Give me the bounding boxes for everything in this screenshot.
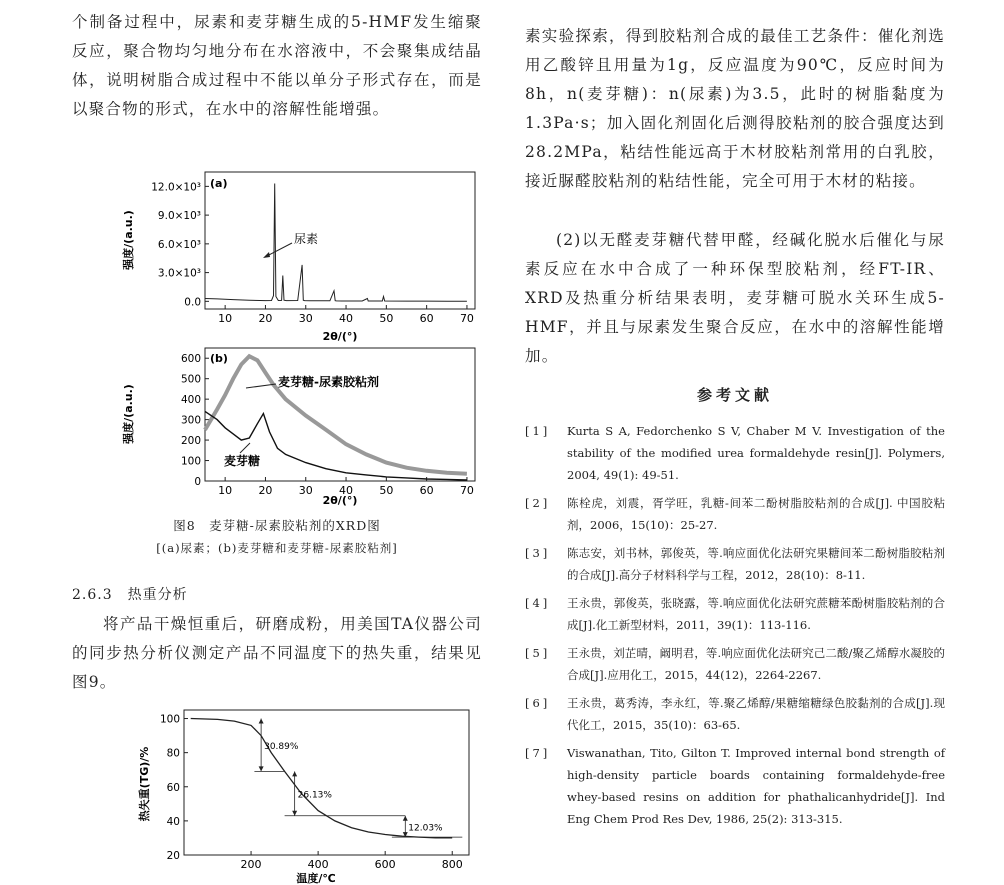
x-tick-label: 10 [218, 312, 233, 325]
y-tick-label: 0 [194, 476, 201, 488]
reference-number: [3] [525, 546, 551, 560]
left-paragraph-1: 个制备过程中，尿素和麦芽糖生成的5-HMF发生缩聚反应，聚合物均匀地分布在水溶液中，不会聚集成结晶体，说明树脂合成过程中不能以单分子形式存在，而是以聚合物的形式，在水中的溶解性能增强。 [72, 13, 482, 118]
reference-item [525, 420, 945, 486]
y-tick-label: 400 [180, 394, 201, 407]
y-tick-label: 600 [180, 353, 201, 366]
reference-number: [7] [525, 746, 551, 760]
reference-number: [2] [525, 496, 551, 510]
y-tick-label: 80 [166, 747, 180, 760]
tg-arrow-down [259, 766, 264, 771]
fig9-ylabel: 热失重(TG)/% [138, 746, 151, 822]
reference-item [525, 642, 945, 686]
reference-text: 王永贵，郭俊英，张晓露，等.响应面优化法研究蔗糖苯酚树脂胶粘剂的合成[J].化工新型材料，2011，39(1)：113-116. [567, 596, 945, 632]
fig8a-arrowhead [263, 252, 270, 258]
reference-text: 陈志安，刘书林，郭俊英，等.响应面优化法研究果糖间苯二酚树脂胶粘剂的合成[J].高分子材料科学与工程，2012，28(10)：8-11. [567, 546, 945, 582]
fig8b-legend-adhesive: 麦芽糖-尿素胶粘剂 [278, 375, 379, 389]
fig8b-panel-label: (b) [210, 352, 228, 365]
x-tick-label: 60 [419, 484, 434, 497]
x-tick-label: 40 [339, 484, 354, 497]
tg-annotation: 30.89% [264, 741, 299, 752]
fig8b-arrow-adhesive [246, 384, 276, 388]
y-tick-label: 6.0×10³ [157, 238, 201, 251]
references-heading: 参考文献 [696, 386, 773, 404]
fig8-caption: 图8 麦芽糖-尿素胶粘剂的XRD图 [173, 518, 381, 533]
x-tick-label: 50 [379, 312, 394, 325]
fig9-chart [136, 706, 476, 885]
reference-number: [4] [525, 596, 551, 610]
y-tick-label: 500 [180, 373, 201, 386]
fig8b-xlabel: 2θ/(°) [322, 494, 358, 507]
x-tick-label: 60 [419, 312, 434, 325]
fig8a-frame [205, 172, 475, 309]
fig8b-legend-maltose: 麦芽糖 [224, 454, 261, 468]
y-tick-label: 300 [180, 414, 201, 427]
reference-text: Kurta S A, Fedorchenko S V, Chaber M V. Investigation of the stability of the modified urea formaldehyde resin[J]. Polymers, 2004, 49(1): 49-51. [567, 424, 945, 482]
x-tick-label: 30 [298, 484, 313, 497]
x-tick-label: 600 [374, 858, 396, 871]
y-tick-label: 40 [166, 815, 180, 828]
fig8a-xlabel: 2θ/(°) [322, 330, 358, 343]
y-tick-label: 9.0×10³ [157, 210, 201, 223]
reference-number: [1] [525, 424, 551, 438]
series-line-1 [191, 719, 453, 838]
x-tick-label: 200 [240, 858, 262, 871]
y-tick-label: 60 [166, 781, 180, 794]
x-tick-label: 30 [298, 312, 313, 325]
fig8-subcaption: [(a)尿素；(b)麦芽糖和麦芽糖-尿素胶粘剂] [156, 541, 398, 555]
y-tick-label: 20 [166, 850, 180, 862]
reference-item [525, 692, 945, 736]
y-tick-label: 0.0 [184, 296, 201, 309]
fig8b-ylabel: 强度/(a.u.) [122, 384, 135, 444]
x-tick-label: 800 [441, 858, 463, 871]
x-tick-label: 70 [459, 484, 474, 497]
right-paragraph-1: 素实验探索，得到胶粘剂合成的最佳工艺条件：催化剂选用乙酸锌且用量为1g，反应温度为90℃，反应时间为8h，n(麦芽糖)：n(尿素)为3.5，此时的树脂黏度为1.3Pa·s；加入固化剂固化后测得胶粘剂的胶合强度达到28.2MPa，粘结性能远高于木材胶粘剂常用的白乳胶，接近脲醛胶粘剂的粘结性能，完全可用于木材的粘接。 [525, 27, 945, 190]
tg-arrow-up [403, 816, 408, 821]
y-tick-label: 3.0×10³ [157, 267, 201, 280]
x-tick-label: 10 [218, 484, 233, 497]
fig8b-chart [120, 344, 480, 510]
fig9-xlabel: 温度/℃ [296, 872, 336, 885]
fig8a-chart [120, 168, 480, 344]
fig8a-annotation: 尿素 [294, 232, 319, 246]
right-paragraph-2: (2)以无醛麦芽糖代替甲醛，经碱化脱水后催化与尿素反应在水中合成了一种环保型胶粘剂，经FT-IR、XRD及热重分析结果表明，麦芽糖可脱水关环生成5-HMF，并且与尿素发生聚合反应，在水中的溶解性能增加。 [525, 231, 945, 365]
reference-item [525, 742, 945, 830]
x-tick-label: 20 [258, 484, 273, 497]
x-tick-label: 40 [339, 312, 354, 325]
y-tick-label: 200 [180, 435, 201, 448]
reference-item [525, 592, 945, 636]
tg-arrow-down [292, 811, 297, 816]
x-tick-label: 50 [379, 484, 394, 497]
series-line-1 [205, 184, 467, 302]
section-heading-2-6-3: 2.6.3 热重分析 [72, 587, 188, 603]
reference-text: 王永贵，刘芷晴，阚明君，等.响应面优化法研究己二酸/聚乙烯醇水凝胶的合成[J].应用化工，2015，44(12)，2264-2267. [567, 646, 945, 682]
fig8a-panel-label: (a) [210, 177, 228, 190]
tg-arrow-up [259, 719, 264, 724]
tg-annotation: 26.13% [297, 790, 332, 801]
left-paragraph-2: 将产品干燥恒重后，研磨成粉，用美国TA仪器公司的同步热分析仪测定产品不同温度下的热失重，结果见图9。 [72, 615, 482, 691]
y-tick-label: 100 [159, 713, 180, 726]
y-tick-label: 12.0×10³ [151, 181, 201, 194]
x-tick-label: 400 [307, 858, 329, 871]
fig8a-ylabel: 强度/(a.u.) [122, 210, 135, 270]
reference-item [525, 492, 945, 536]
x-tick-label: 70 [459, 312, 474, 325]
reference-text: 王永贵，葛秀涛，李永红，等.聚乙烯醇/果糖缩糖绿色胶黏剂的合成[J].现代化工，2015，35(10)：63-65. [567, 696, 945, 732]
tg-annotation: 12.03% [408, 823, 443, 834]
x-tick-label: 20 [258, 312, 273, 325]
fig8b-arrow-maltose [240, 443, 250, 453]
reference-text: Viswanathan, Tito, Gilton T. Improved internal bond strength of high-density particle boards containing formaldehyde-free whey-based resins on addition for phathalicanhydride[J]. Ind Eng Chem Prod Res Dev, 1986, 25(2): 313-315. [567, 746, 945, 826]
reference-text: 陈栓虎，刘震，胥学旺，乳糖-间苯二酚树脂胶粘剂的合成[J]. 中国胶粘剂，2006，15(10)：25-27. [567, 496, 945, 532]
reference-number: [5] [525, 646, 551, 660]
reference-number: [6] [525, 696, 551, 710]
y-tick-label: 100 [180, 455, 201, 468]
reference-item [525, 542, 945, 586]
reference-list [525, 420, 945, 836]
tg-arrow-up [292, 771, 297, 776]
